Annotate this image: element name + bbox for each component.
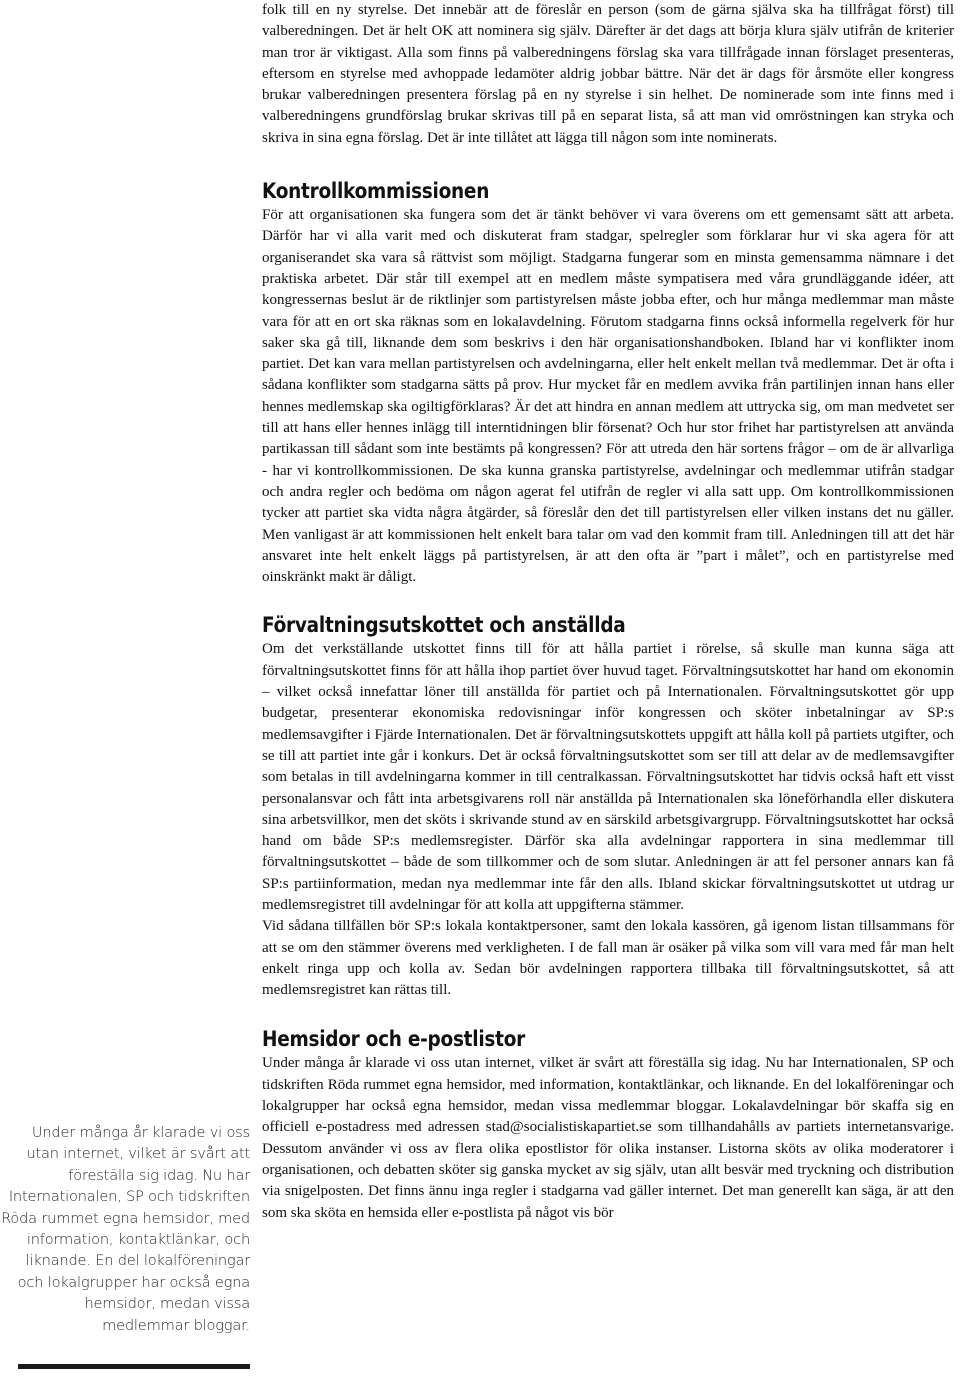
kontrollkommissionen-paragraph: För att organisationen ska fungera som det är tänkt behöver vi vara överens om ett gemensamt sätt att arbeta. Därför har vi alla varit med och diskuterat fram stadgar, spelregler som förklarar hur vi ska agera för att organiserandet ska vara så rättvist som möjligt. Stadgarna fungerar som en minsta gemensamma nämnare i det praktiska arbetet. Där står till exempel att en medlem måste sympatisera med våra grundläggande idéer, att kongressernas beslut är de riktlinjer som partistyrelsen måste jobba efter, och hur många medlemmar man måste vara för att en ort ska räknas som en lokalavdelning. Förutom stadgarna finns också informella regelverk för hur saker ska gå till, liknande dem som beskrivs i den här organisationshandboken. Ibland har vi konflikter inom partiet. Det kan vara mellan partistyrelsen och avdelningarna, eller helt enkelt mellan två medlemmar. Det är ofta i sådana konflikter som stadgarna sätts på prov. Hur mycket får en medlem avvika från partilinjen innan hans eller hennes medlemskap ska ogiltigförklaras? Är det att hindra en annan medlem att uttrycka sig, om man medvetet ser till att hans eller hennes inlägg till interntidningen blir försenat? Och hur stor frihet har partistyrelsen att använda partikassan till sådant som inte bestämts på kongressen? För att utreda den här sortens frågor – om de är allvarliga - har vi kontrollkommissionen. De ska kunna granska partistyrelse, avdelningar och medlemmar utifrån stadgar och andra regler och bedöma om någon agerat fel utifrån de regler vi alla satt upp. Om kontrollkommissionen tycker att partiet ska vidta några åtgärder, så föreslår den det till partistyrelsen eller vilken instans det nu gäller. Men vanligast är att kommissionen helt enkelt bara talar om vad den kommit fram till. Anledningen till att det här ansvaret inte helt enkelt läggs på partistyrelsen, är att den ofta är ”part i målet”, och en partistyrelse med oinskränkt makt är dåligt.	[262, 207, 954, 586]
sidebar-pull-quote: Under många år klarade vi oss utan internet, vilket är svårt att föreställa sig idag. Nu har Internationalen, SP och tidskriften Röda rummet egna hemsidor, med information, kontaktlänkar, och liknande. En del lokalföreningar och lokalgrupper har också egna hemsidor, medan vissa medlemmar bloggar.	[1, 1124, 250, 1334]
heading-hemsidor: Hemsidor och e-postlistor	[262, 1027, 525, 1052]
section-hemsidor	[262, 1027, 954, 1223]
main-column	[262, 0, 954, 1224]
section-forvaltningsutskottet	[262, 613, 954, 1001]
forvaltningsutskottet-paragraph-2: Vid sådana tillfällen bör SP:s lokala kontaktpersoner, samt den lokala kassören, gå igenom listan tillsammans för att se om den stämmer överens med verkligheten. I de fall man är osäker på vilka som vill vara med får man helt enkelt ringa upp och kolla av. Sedan bör avdelningen rapportera tillbaka till förvaltningsutskottet, så att medlemsregistret kan rättas till.	[262, 918, 954, 999]
hemsidor-paragraph: Under många år klarade vi oss utan internet, vilket är svårt att föreställa sig idag. Nu har Internationalen, SP och tidskriften Röda rummet egna hemsidor, med information, kontaktlänkar, och liknande. En del lokalföreningar och lokalgrupper har också egna hemsidor, medan vissa medlemmar bloggar. Lokalavdelningar bör skaffa sig en officiell e-postadress med adressen stad@socialistiskapartiet.se som tillhandahålls av partiets internetansvarige. Dessutom använder vi oss av flera olika epostlistor för olika instanser. Listorna sköts av olika moderatorer i organisationen, och debatten sköter sig ganska mycket av sig själv, utan allt besvär med tryckning och distribution via snigelposten. Det finns ännu inga regler i stadgarna vad gäller internet. Det man generellt kan säga, är att den som ska sköta en hemsida eller e-postlista på något vis bör	[262, 1055, 954, 1221]
section-kontrollkommissionen	[262, 179, 954, 588]
heading-forvaltningsutskottet: Förvaltningsutskottet och anställda	[262, 613, 626, 638]
sidebar-divider	[18, 1364, 250, 1369]
heading-kontrollkommissionen: Kontrollkommissionen	[262, 179, 490, 204]
intro-paragraph: folk till en ny styrelse. Det innebär att de föreslår en person (som de gärna själva ska ha tillfrågat först) till valberedningen. Det är helt OK att nominera sig själv. Därefter är det dags att börja klura själv utifrån de kriterier man tror är viktigast. Alla som finns på valberedningens förslag ska vara tillfrågade innan förslaget presenteras, eftersom en styrelse med avhoppade ledamöter aldrig jobbar bättre. När det är dags för årsmöte eller kongress brukar valberedningen presentera förslag på en ny styrelse i sin helhet. De nominerade som inte finns med i valberedningens grundförslag brukar skrivas till på en separat lista, så att man vid omröstningen kan stryka och skriva in sina egna förslag. Det är inte tillåtet att lägga till någon som inte nominerats.	[262, 2, 954, 146]
forvaltningsutskottet-paragraph-1: Om det verkställande utskottet finns till för att hålla partiet i rörelse, så skulle man kunna säga att förvaltningsutskottet finns för att hålla ihop partiet över huvud taget. Förvaltningsutskottet har hand om ekonomin – vilket också innefattar löner till anställda för partiet och på Internationalen. Förvaltningsutskottet gör upp budgetar, presenterar ekonomiska redovisningar inför kongressen och sköter inbetalningar av SP:s medlemsavgifter i Fjärde Internationalen. Det är förvaltningsutskottets uppgift att hålla koll på partiets utgifter, och se till att partiet inte går i konkurs. Det är också förvaltningsutskottet som ser till att delar av de medlemsavgifter som betalas in till avdelningarna kommer in till centralkassan. Förvaltningsutskottet har tidvis också haft ett visst personalansvar och fått inta arbetsgivarens roll när anställda på Internationalen ska löneförhandla eller diskutera sina arbetsvillkor, men det sköts i skrivande stund av en särskild arbetsgivargrupp. Förvaltningsutskottet har också hand om både SP:s medlemsregister. Därför ska alla avdelningar rapportera in sina medlemmar till förvaltningsutskottet – både de som tillkommer och de som slutar. Anledningen är att fel personer annars kan få SP:s partiinformation, medan nya medlemmar inte får den alls. Ibland skickar förvaltningsutskottet ut utdrag ur medlemsregistret till avdelningar för att kolla att uppgifterna stämmer.	[262, 641, 954, 913]
